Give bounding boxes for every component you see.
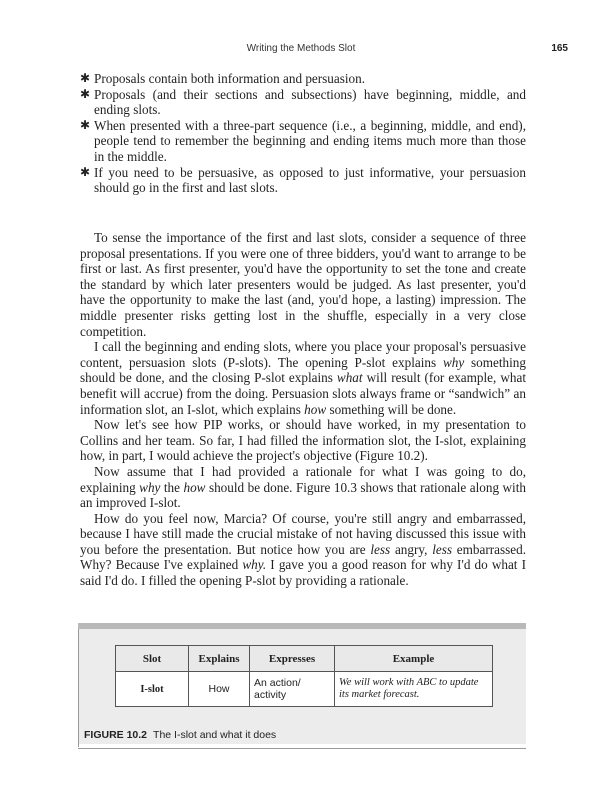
cell-expresses: An action/ activity: [250, 672, 335, 707]
paragraph-4: Now assume that I had provided a rationale for what I was going to do, explaining why the how should be done. Figure 10.3 shows that rationale along with an improved I-slot.: [80, 463, 526, 511]
figure-caption: [84, 729, 276, 741]
figure-caption-label: FIGURE 10.2: [84, 729, 148, 741]
table-row: [116, 672, 493, 707]
paragraph-5: How do you feel now, Marcia? Of course, you're still angry and embarrassed, because I have still made the crucial mistake of not having discussed this issue with you before the presentation. But notice how you are less angry, less embarrassed. Why? Because I've explained why. I gave you a good reason for why I'd do what I said I'd do. I filled the opening P-slot by providing a rationale.: [80, 510, 527, 589]
page-header: [0, 43, 602, 57]
col-header-slot: Slot: [116, 646, 189, 672]
bullet-item: ✱ Proposals (and their sections and subsections) have beginning, middle, and ending slots.: [80, 86, 526, 118]
figure-caption-text: The I-slot and what it does: [153, 729, 277, 741]
bullet-item: ✱ If you need to be persuasive, as opposed to just informative, your persuasion should go in the first and last slots.: [80, 164, 526, 196]
paragraph-2: I call the beginning and ending slots, where you place your proposal's persuasive content, persuasion slots (P-slots). The opening P-slot explains why something should be done, and the closing P-slot explains what will result (for example, what benefit will accrue) from the doing. Persuasion slots always frame or “sandwich” an information slot, an I-slot, which explains how something will be done.: [80, 339, 527, 417]
col-header-example: Example: [335, 646, 493, 672]
cell-explains: How: [189, 672, 250, 707]
bullet-item: ✱ When presented with a three-part sequence (i.e., a beginning, middle, and end), people tend to remember the beginning and ending items much more than those in the middle.: [80, 117, 526, 164]
bullet-star-icon: ✱: [80, 117, 91, 132]
bullet-star-icon: ✱: [80, 86, 91, 101]
slot-table: [115, 645, 493, 707]
body-text: [80, 230, 526, 589]
figure-bottom-rule: [78, 744, 526, 749]
page-number: 165: [551, 43, 568, 54]
col-header-expresses: Expresses: [250, 646, 335, 672]
col-header-explains: Explains: [189, 646, 250, 672]
bullet-star-icon: ✱: [80, 71, 91, 85]
bullet-item: ✱ Proposals contain both information and persuasion.: [80, 71, 366, 86]
paragraph-3: Now let's see how PIP works, or should have worked, in my presentation to Collins and her team. So far, I had filled the information slot, the I-slot, explaining how, in part, I would achieve the project's objective (Figure 10.2).: [80, 417, 526, 464]
paragraph-1: To sense the importance of the first and last slots, consider a sequence of three proposal presentations. If you were one of three bidders, you'd want to arrange to be first or last. As first presenter, you'd have the opportunity to set the tone and create the standard by which later presenters would be judged. As last presenter, you'd have the opportunity to make the last (and, you'd hope, a lasting) impression. The middle presenter risks getting lost in the shuffle, especially in a very close competition.: [80, 230, 526, 339]
table-header-row: [116, 646, 493, 672]
bullet-list: [80, 71, 526, 196]
cell-slot: I-slot: [116, 672, 189, 707]
bullet-star-icon: ✱: [80, 164, 91, 179]
figure-left-rule: [78, 629, 79, 747]
cell-example: We will work with ABC to update its market forecast.: [335, 672, 493, 707]
running-head: Writing the Methods Slot: [246, 43, 356, 54]
